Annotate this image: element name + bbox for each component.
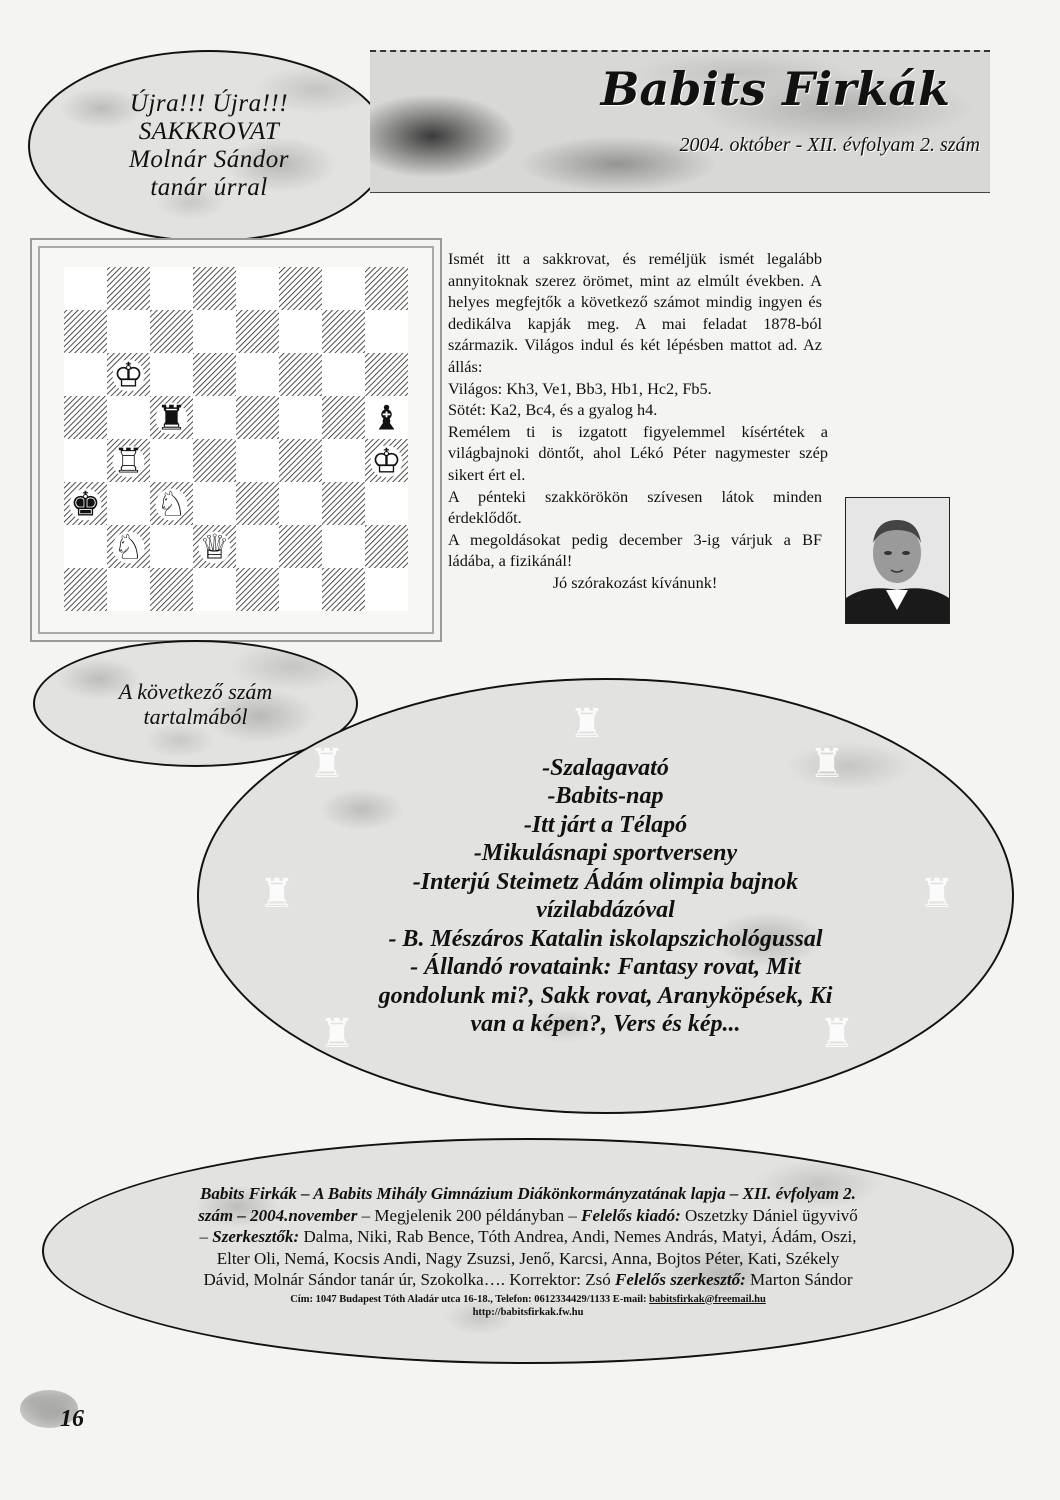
- light-square: [193, 482, 236, 525]
- dark-square: [64, 396, 107, 439]
- light-square: [107, 568, 150, 611]
- dark-square: [322, 482, 365, 525]
- dark-square: [150, 568, 193, 611]
- light-square: [365, 310, 408, 353]
- next-issue-title-line: tartalmából: [143, 703, 248, 729]
- impressum-oval: [42, 1138, 1014, 1364]
- light-square: [279, 396, 322, 439]
- light-square: [365, 482, 408, 525]
- light-square: [107, 482, 150, 525]
- impressum-address: Cím: 1047 Budapest Tóth Aladár utca 16-18., Telefon: 0612334429/1133 E-mail:: [290, 1293, 650, 1305]
- email-link[interactable]: babitsfirkak@freemail.hu: [649, 1293, 766, 1305]
- light-square: [193, 568, 236, 611]
- title-line: Molnár Sándor: [129, 146, 289, 173]
- chess-piece-white-king-icon: ♔: [113, 355, 144, 396]
- chess-piece-white-knight-icon: ♘: [156, 484, 187, 525]
- impressum-issue: XII. évfolyam 2. szám – 2004.november: [198, 1184, 856, 1225]
- dark-square: [322, 568, 365, 611]
- contents-list: [199, 754, 1012, 1039]
- chess-piece-black-king-icon: ♚: [70, 484, 101, 525]
- dark-square: [193, 439, 236, 482]
- masthead-title: Babits Firkák: [600, 62, 950, 116]
- contents-item: -Mikulásnapi sportverseny: [473, 840, 738, 866]
- author-photo: [845, 497, 950, 624]
- impressum-text: [194, 1183, 862, 1318]
- dark-square: [236, 310, 279, 353]
- light-square: [236, 267, 279, 310]
- light-square: [193, 310, 236, 353]
- contents-item: -Itt járt a Télapó: [523, 811, 688, 838]
- light-square: [150, 439, 193, 482]
- impressum-print-run: – Megjelenik 200 példányban –: [357, 1205, 582, 1225]
- light-square: [150, 353, 193, 396]
- candle-watermark-icon: ♜: [309, 741, 345, 786]
- article-white-position: Világos: Kh3, Ve1, Bb3, Hb1, Hc2, Fb5.: [448, 378, 712, 398]
- light-square: [64, 525, 107, 568]
- chess-article: [448, 248, 828, 594]
- article-paragraph: Ismét itt a sakkrovat, és reméljük ismét legalább annyitoknak szerez örömet, mint az elmúlt években. A helyes megfejtők a következő számot mindig ingyen és dedikálva kapják meg. A mai feladat 1878-ból származik. Világos indul és két lépésben mattot ad. Az állás:: [448, 249, 822, 376]
- article-paragraph: A megoldásokat pedig december 3-ig várjuk a BF ládába, a fizikánál!: [448, 529, 822, 571]
- dark-square: [365, 353, 408, 396]
- chief-editor-name: Marton Sándor: [745, 1270, 853, 1290]
- title-line: tanár úrral: [150, 174, 268, 201]
- dark-square: [365, 525, 408, 568]
- candle-watermark-icon: ♜: [919, 871, 955, 916]
- light-square: [236, 525, 279, 568]
- editors-list: Dalma, Niki, Rab Bence, Tóth Andrea, Andi, Nemes András, Matyi, Ádám, Oszi, Elter Oli, Nemá, Kocsis Andi, Nagy Zsuzsi, Jenő, Karcsi, Anna, Bojtos Péter, Kati, Székely Dávid, Molnár Sándor tanár úr, Szokolka…. Korrektor: Zsó: [203, 1227, 857, 1290]
- chess-board: [64, 267, 408, 611]
- dark-square: [236, 568, 279, 611]
- dark-square: [279, 353, 322, 396]
- article-paragraph: A pénteki szakkörökön szívesen látok minden érdeklődőt.: [448, 486, 822, 528]
- dark-square: [279, 267, 322, 310]
- chess-piece-white-king-h4-icon: ♔: [371, 441, 402, 482]
- publisher-name: Oszetzky Dániel ügyvivő –: [199, 1205, 858, 1247]
- light-square: [279, 568, 322, 611]
- light-square: [365, 568, 408, 611]
- dark-square: [322, 396, 365, 439]
- next-issue-title-line: A következő szám: [118, 678, 273, 704]
- chess-diagram-frame: [30, 238, 442, 642]
- light-square: [64, 267, 107, 310]
- chess-piece-white-knight-2-icon: ♘: [113, 527, 144, 568]
- publisher-label: Felelős kiadó:: [581, 1205, 681, 1225]
- contents-item: vízilabdázóval: [536, 897, 675, 923]
- light-square: [64, 439, 107, 482]
- light-square: [107, 396, 150, 439]
- light-square: [64, 353, 107, 396]
- light-square: [150, 525, 193, 568]
- candle-watermark-icon: ♜: [809, 741, 845, 786]
- contents-item: -Interjú Steimetz Ádám olimpia bajnok: [412, 868, 799, 895]
- title-line: Újra!!! Újra!!!: [129, 90, 289, 117]
- contents-item: -Szalagavató: [542, 754, 669, 781]
- dark-square: [150, 310, 193, 353]
- contents-item: - B. Mészáros Katalin iskolapszichológussal: [388, 925, 823, 952]
- light-square: [279, 310, 322, 353]
- chess-piece-black-rook-icon: ♜: [156, 398, 187, 439]
- chess-piece-black-bishop-icon: ♝: [371, 398, 402, 439]
- dark-square: [193, 353, 236, 396]
- candle-watermark-icon: ♜: [569, 701, 605, 746]
- next-issue-contents-oval: [197, 678, 1014, 1114]
- section-title-oval: [28, 50, 390, 242]
- dark-square: [236, 482, 279, 525]
- masthead-banner: [370, 50, 990, 193]
- light-square: [322, 267, 365, 310]
- light-square: [107, 310, 150, 353]
- dark-square: [279, 439, 322, 482]
- light-square: [236, 353, 279, 396]
- chess-piece-white-queen-icon: ♕: [199, 527, 230, 568]
- contents-item: gondolunk mi?, Sakk rovat, Aranyköpések, Ki: [378, 982, 833, 1009]
- dark-square: [322, 310, 365, 353]
- contents-item: -Babits-nap: [547, 783, 664, 809]
- dark-square: [64, 310, 107, 353]
- dark-square: [64, 568, 107, 611]
- candle-watermark-icon: ♜: [319, 1011, 355, 1056]
- light-square: [193, 396, 236, 439]
- light-square: [236, 439, 279, 482]
- candle-watermark-icon: ♜: [259, 871, 295, 916]
- dark-square: [236, 396, 279, 439]
- dark-square: [193, 267, 236, 310]
- contents-item: van a képen?, Vers és kép...: [470, 1011, 741, 1037]
- website-link[interactable]: http://babitsfirkak.fw.hu: [472, 1306, 584, 1318]
- dark-square: [279, 525, 322, 568]
- chess-piece-white-rook-icon: ♖: [113, 441, 144, 482]
- editors-label: Szerkesztők:: [212, 1227, 300, 1247]
- impressum-masthead: Babits Firkák – A Babits Mihály Gimnázium Diákönkormányzatának lapja –: [200, 1184, 739, 1204]
- title-line: SAKKROVAT: [138, 118, 280, 145]
- candle-watermark-icon: ♜: [819, 1011, 855, 1056]
- light-square: [279, 482, 322, 525]
- light-square: [322, 439, 365, 482]
- article-paragraph: Remélem ti is izgatott figyelemmel kísértétek a világbajnoki döntőt, ahol Lékó Péter nagymester szép sikert ért el.: [448, 421, 828, 484]
- dark-square: [365, 267, 408, 310]
- light-square: [322, 525, 365, 568]
- article-sign-off: Jó szórakozást kívánunk!: [552, 572, 718, 592]
- contents-item: - Állandó rovataink: Fantasy rovat, Mit: [410, 954, 801, 980]
- impressum-contact: [194, 1293, 862, 1319]
- page-number: 16: [60, 1406, 84, 1432]
- masthead-subtitle: 2004. október - XII. évfolyam 2. szám: [679, 134, 980, 156]
- article-black-position: Sötét: Ka2, Bc4, és a gyalog h4.: [448, 400, 658, 420]
- light-square: [322, 353, 365, 396]
- light-square: [150, 267, 193, 310]
- dark-square: [107, 267, 150, 310]
- chief-editor-label: Felelős szerkesztő:: [614, 1270, 746, 1290]
